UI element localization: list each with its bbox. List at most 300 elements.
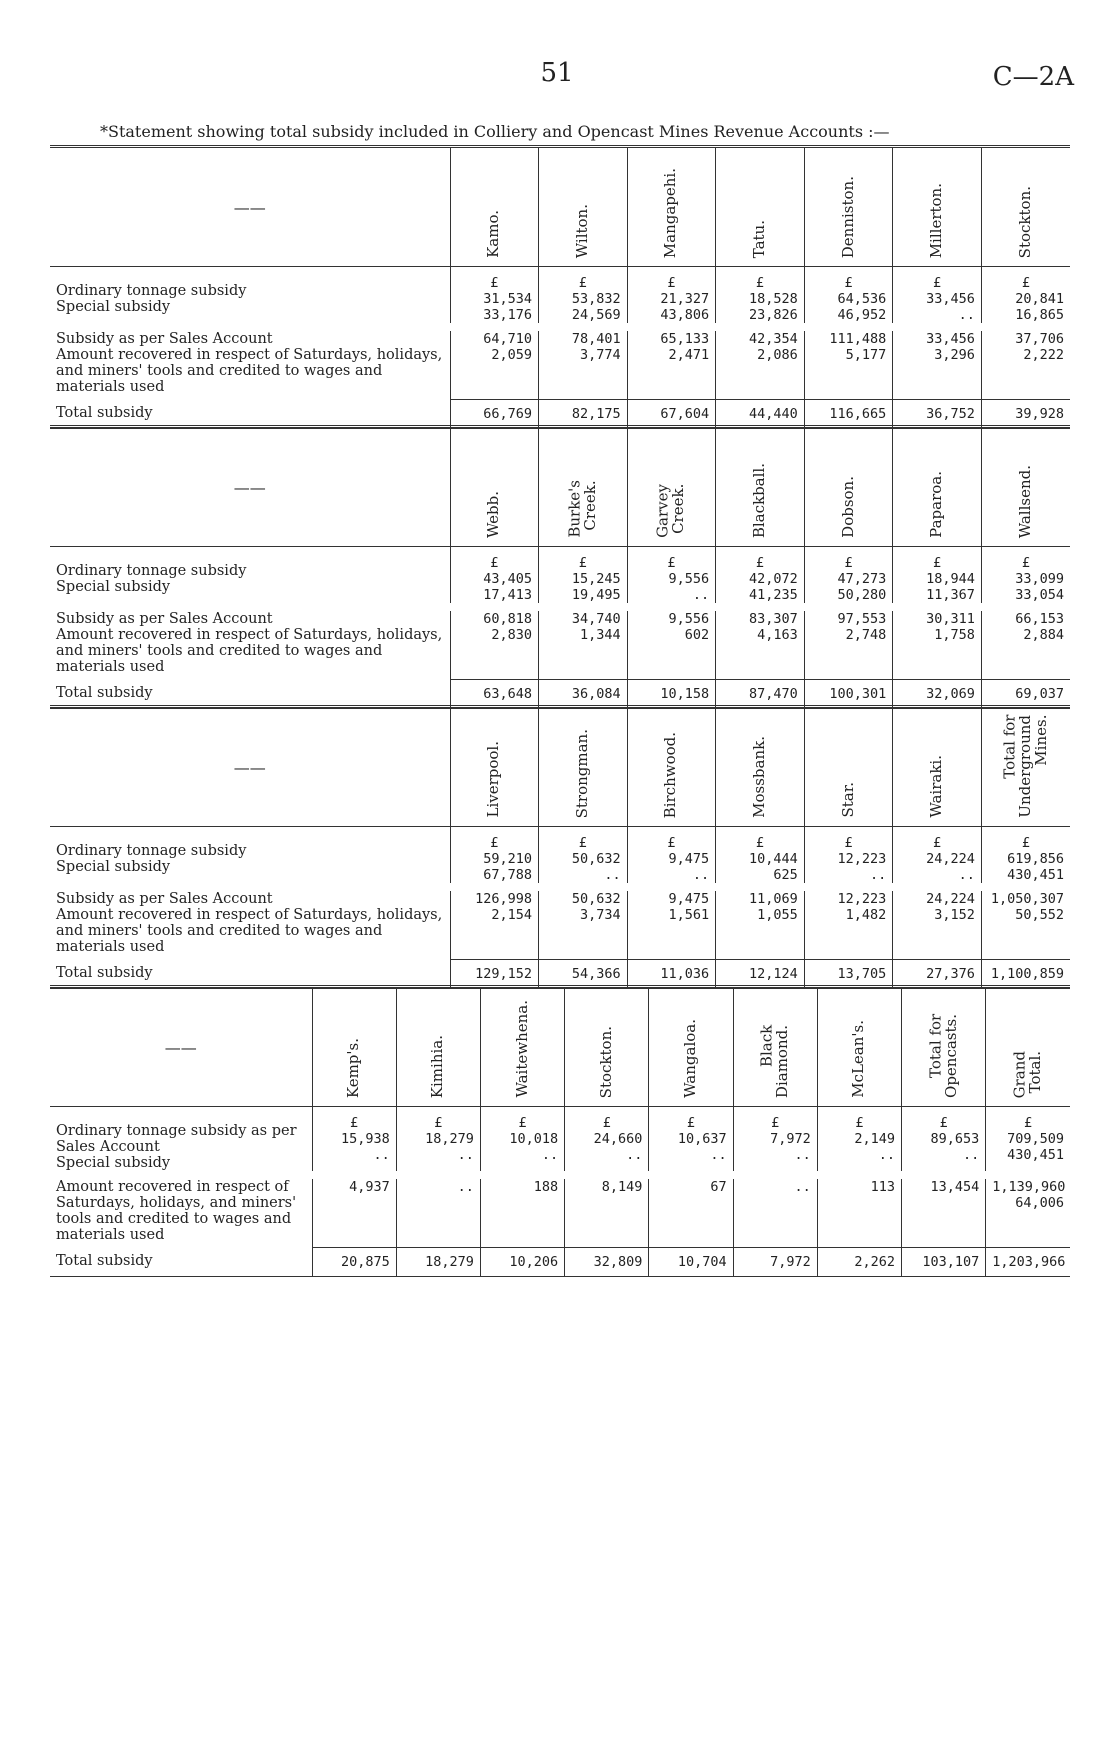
column-name: Paparoa. (927, 471, 946, 538)
special-value: 46,952 (837, 307, 887, 323)
data-cell (565, 1179, 649, 1247)
data-cell (804, 827, 893, 884)
total-value: 116,665 (804, 399, 893, 428)
special-value: 33,054 (1015, 587, 1064, 603)
data-cell (450, 611, 539, 679)
sales-value: 65,133 (660, 331, 710, 347)
data-cell (817, 1107, 901, 1172)
total-label-text: Total subsidy (56, 405, 153, 421)
total-value: 10,206 (480, 1247, 564, 1276)
ordinary-value: 24,660 (593, 1131, 643, 1147)
total-value: 18,279 (396, 1247, 480, 1276)
total-value: 39,928 (981, 399, 1070, 428)
currency-symbol: £ (490, 275, 499, 291)
stub-dash: —— (233, 477, 266, 497)
currency-symbol: £ (1021, 275, 1030, 291)
data-cell (981, 611, 1070, 679)
recovered-value: 67 (710, 1179, 727, 1195)
data-cell (539, 891, 628, 959)
data-cell (716, 891, 805, 959)
table-block-4 (50, 985, 1070, 1277)
row-labels (50, 267, 450, 324)
currency-symbol: £ (578, 275, 587, 291)
currency-symbol: £ (933, 555, 942, 571)
column-name: Tatu. (750, 219, 769, 258)
currency-symbol: £ (755, 835, 765, 851)
data-cell (902, 1179, 986, 1247)
currency-symbol: £ (844, 275, 853, 291)
currency-symbol: £ (933, 835, 942, 851)
spacer-row (50, 1171, 1070, 1179)
recovered-value: 2,884 (1023, 627, 1064, 643)
sales-value: 37,706 (1015, 331, 1064, 347)
stub-dash: —— (233, 197, 266, 217)
data-cell (539, 827, 628, 884)
special-value: .. (878, 1147, 896, 1163)
data-cell (716, 267, 805, 324)
data-cell (396, 1107, 480, 1172)
ordinary-label: Ordinary tonnage subsidy (56, 283, 247, 299)
currency-symbol: £ (855, 1115, 864, 1131)
stub-dash: —— (164, 1037, 197, 1057)
column-header (986, 987, 1070, 1107)
data-cell (627, 891, 716, 959)
data-cell (396, 1179, 480, 1247)
data-cell (716, 331, 805, 399)
row-labels (50, 827, 450, 884)
special-value: 625 (773, 867, 798, 883)
column-name: Webb. (484, 490, 503, 538)
data-cell (733, 1107, 817, 1172)
recovered-value: 2,830 (491, 627, 533, 643)
special-value: 17,413 (483, 587, 533, 603)
column-name: Kamo. (484, 210, 503, 258)
data-cell (649, 1179, 733, 1247)
data-cell (450, 891, 539, 959)
column-name: Wairaki. (927, 755, 946, 818)
row-total (50, 679, 1070, 708)
document-reference: C—2A (992, 62, 1074, 92)
recovered-value: 4,937 (349, 1179, 390, 1195)
column-name: Wallsend. (1016, 464, 1035, 538)
total-value: 7,972 (733, 1247, 817, 1276)
recovered-value: 188 (533, 1179, 559, 1195)
page-number: 51 (540, 58, 574, 88)
special-value: .. (794, 1147, 811, 1163)
column-header (804, 147, 893, 267)
data-cell (893, 611, 982, 679)
total-value: 2,262 (817, 1247, 901, 1276)
table-body (50, 1107, 1070, 1277)
recovered-value: 3,774 (579, 347, 621, 363)
column-name: Garvey Creek. (653, 484, 688, 538)
recovered-value: 2,154 (491, 907, 533, 923)
total-value: 13,705 (804, 959, 893, 988)
column-header (893, 147, 982, 267)
data-cell (450, 331, 539, 399)
statement-heading: *Statement showing total subsidy included in Colliery and Opencast Mines Revenue Accounts :— (100, 122, 890, 141)
row-sales-recovered (50, 331, 1070, 399)
ordinary-value: 53,832 (571, 291, 621, 307)
column-name: Dobson. (838, 476, 857, 538)
column-name: Burke's Creek. (565, 480, 599, 538)
sales-value: 64,710 (483, 331, 533, 347)
special-label: Special subsidy (56, 299, 171, 315)
ordinary-value: 33,099 (1015, 571, 1064, 587)
special-value: .. (604, 867, 621, 883)
total-value: 32,069 (893, 679, 982, 708)
sales-value: 42,354 (748, 331, 798, 347)
currency-symbol: £ (578, 555, 587, 571)
ordinary-value: 43,405 (483, 571, 533, 587)
ordinary-value: 21,327 (660, 291, 710, 307)
data-cell (981, 267, 1070, 324)
column-name: Waitewhena. (512, 1000, 531, 1098)
special-value: .. (870, 867, 887, 883)
data-cell (716, 611, 805, 679)
total-value: 67,604 (627, 399, 716, 428)
row-ordinary-special (50, 267, 1070, 324)
column-name: McLean's. (849, 1020, 868, 1098)
ordinary-value: 15,245 (571, 571, 621, 587)
total-label (50, 959, 450, 988)
column-header (804, 707, 893, 827)
row-labels (50, 331, 450, 399)
row-ordinary-special (50, 547, 1070, 604)
sales-value: 78,401 (571, 331, 621, 347)
currency-symbol: £ (434, 1115, 443, 1131)
row-total (50, 1247, 1070, 1276)
row-sales-recovered (50, 611, 1070, 679)
data-cell (981, 827, 1070, 884)
row-labels (50, 1179, 312, 1247)
data-cell (480, 1107, 564, 1172)
column-name: Wilton. (572, 203, 591, 258)
column-header (649, 987, 733, 1107)
ordinary-value: 18,944 (926, 571, 975, 587)
recovered-value: 1,482 (845, 907, 887, 923)
special-value: 50,280 (837, 587, 887, 603)
currency-symbol: £ (602, 1115, 611, 1131)
ordinary-value: 12,223 (837, 851, 887, 867)
column-header (981, 707, 1070, 827)
data-cell (893, 547, 982, 604)
total-label (50, 679, 450, 708)
total-value: 36,752 (893, 399, 982, 428)
column-header (539, 427, 628, 547)
data-cell (539, 611, 628, 679)
column-name: Stockton. (1016, 185, 1035, 258)
sales-value: 50,632 (571, 891, 621, 907)
sales-value: 9,475 (668, 891, 710, 907)
column-name: Kimihia. (428, 1034, 447, 1098)
data-cell (627, 267, 716, 324)
currency-symbol: £ (667, 275, 676, 291)
row-sales-recovered (50, 891, 1070, 959)
special-value: .. (373, 1147, 390, 1163)
column-header (312, 987, 396, 1107)
special-label: Special subsidy (56, 1155, 171, 1171)
ordinary-label: Ordinary tonnage subsidy (56, 843, 247, 859)
data-cell (733, 1179, 817, 1247)
table-block-3 (50, 705, 1070, 989)
sales-value: 60,818 (483, 611, 533, 627)
total-value: 10,158 (627, 679, 716, 708)
data-cell (565, 1107, 649, 1172)
special-value: 16,865 (1015, 307, 1064, 323)
data-cell (450, 827, 539, 884)
special-value: 430,451 (1007, 867, 1064, 883)
total-value: 66,769 (450, 399, 539, 428)
row-total (50, 399, 1070, 428)
currency-symbol: £ (490, 835, 499, 851)
currency-symbol: £ (771, 1115, 780, 1131)
recovered-value: 3,296 (934, 347, 975, 363)
recovered-value: .. (457, 1179, 474, 1195)
data-cell (627, 611, 716, 679)
recovered-value: 2,471 (668, 347, 710, 363)
row-labels (50, 547, 450, 604)
recovered-value: 1,758 (934, 627, 975, 643)
table-header (50, 987, 1070, 1107)
column-header (733, 987, 817, 1107)
data-cell (804, 331, 893, 399)
data-cell (627, 547, 716, 604)
total-value: 69,037 (981, 679, 1070, 708)
ordinary-value: 10,018 (509, 1131, 559, 1147)
special-value: 33,176 (483, 307, 533, 323)
ordinary-value: 619,856 (1007, 851, 1064, 867)
sales-value: 24,224 (926, 891, 975, 907)
recovered-value: 3,152 (934, 907, 975, 923)
data-cell (539, 331, 628, 399)
total-value: 12,124 (716, 959, 805, 988)
data-cell (893, 267, 982, 324)
sales-value: 30,311 (926, 611, 975, 627)
ordinary-value: 89,653 (930, 1131, 980, 1147)
data-cell (716, 547, 805, 604)
column-name: Strongman. (572, 728, 591, 818)
column-name: Black Diamond. (757, 1024, 792, 1098)
total-value: 11,036 (627, 959, 716, 988)
data-cell (804, 267, 893, 324)
currency-symbol: £ (667, 835, 676, 851)
spacer-cell (50, 603, 1070, 611)
sales-value: 11,069 (748, 891, 798, 907)
column-name: Wangaloa. (681, 1019, 700, 1098)
data-cell (981, 547, 1070, 604)
column-header (902, 987, 986, 1107)
ordinary-value: 18,279 (425, 1131, 474, 1147)
total-label-text: Total subsidy (56, 685, 153, 701)
column-header (450, 147, 539, 267)
column-header (981, 147, 1070, 267)
ordinary-value: 24,224 (926, 851, 975, 867)
data-cell (817, 1179, 901, 1247)
ordinary-value: 9,556 (668, 571, 710, 587)
ordinary-value: 10,444 (748, 851, 798, 867)
data-cell (893, 331, 982, 399)
total-value: 82,175 (539, 399, 628, 428)
special-value: .. (958, 307, 975, 323)
recovered-extra-value: 64,006 (1015, 1195, 1064, 1211)
recovered-label: Amount recovered in respect of Saturdays, holidays, and miners' tools and credited to wages and materials used (56, 907, 443, 955)
data-cell (627, 331, 716, 399)
row-sales-recovered (50, 1179, 1070, 1247)
special-value: 23,826 (748, 307, 798, 323)
column-name: Grand Total. (1010, 1050, 1045, 1098)
recovered-value: 1,139,960 (992, 1179, 1066, 1195)
recovered-value: 2,748 (845, 627, 887, 643)
total-value: 63,648 (450, 679, 539, 708)
row-ordinary-special (50, 1107, 1070, 1172)
column-header (565, 987, 649, 1107)
sales-value: 66,153 (1015, 611, 1064, 627)
sales-value: 12,223 (837, 891, 887, 907)
currency-symbol: £ (1024, 1115, 1033, 1131)
sales-value: 83,307 (748, 611, 798, 627)
sales-value: 97,553 (837, 611, 887, 627)
table-body (50, 827, 1070, 989)
ordinary-value: 64,536 (837, 291, 887, 307)
recovered-value: 13,454 (930, 1179, 980, 1195)
special-value: .. (962, 1147, 980, 1163)
recovered-value: 113 (870, 1179, 896, 1195)
recovered-value: 8,149 (601, 1179, 643, 1195)
recovered-value: 5,177 (845, 347, 887, 363)
table-header (50, 707, 1070, 827)
column-header (716, 707, 805, 827)
total-value: 129,152 (450, 959, 539, 988)
table-body (50, 547, 1070, 709)
recovered-value: 3,734 (579, 907, 621, 923)
special-value: 67,788 (483, 867, 533, 883)
currency-symbol: £ (1021, 835, 1030, 851)
column-header (804, 427, 893, 547)
recovered-value: 1,055 (757, 907, 798, 923)
ordinary-value: 9,475 (668, 851, 710, 867)
data-cell (893, 891, 982, 959)
data-cell (480, 1179, 564, 1247)
total-value: 1,100,859 (981, 959, 1070, 988)
special-value: .. (541, 1147, 559, 1163)
currency-symbol: £ (1021, 555, 1030, 571)
column-name: Kemp's. (344, 1037, 363, 1098)
ordinary-value: 2,149 (854, 1131, 896, 1147)
total-label-text: Total subsidy (56, 965, 153, 981)
data-cell (893, 827, 982, 884)
column-name: Total for Opencasts. (925, 1014, 960, 1098)
recovered-value: 2,059 (491, 347, 533, 363)
data-cell (312, 1179, 396, 1247)
special-value: 430,451 (1007, 1147, 1064, 1163)
total-value: 103,107 (902, 1247, 986, 1276)
special-value: .. (958, 867, 975, 883)
total-label (50, 399, 450, 428)
recovered-label: Amount recovered in respect of Saturdays, holidays, and miners' tools and credited to wages and materials used (56, 627, 443, 675)
subsidy-table (50, 425, 1070, 709)
sales-label: Subsidy as per Sales Account (56, 891, 273, 907)
sales-value: 9,556 (668, 611, 710, 627)
column-header (981, 427, 1070, 547)
total-value: 27,376 (893, 959, 982, 988)
total-value: 87,470 (716, 679, 805, 708)
column-name: Mossbank. (750, 736, 769, 818)
data-cell (450, 267, 539, 324)
column-name: Stockton. (596, 1025, 615, 1098)
special-value: .. (710, 1147, 727, 1163)
sales-label: Subsidy as per Sales Account (56, 611, 273, 627)
total-label-text: Total subsidy (56, 1253, 153, 1269)
total-value: 54,366 (539, 959, 628, 988)
header-row (50, 147, 1070, 267)
column-header (450, 707, 539, 827)
recovered-label: Amount recovered in respect of Saturdays, holidays, and miners' tools and credited to wages and materials used (56, 1179, 297, 1243)
currency-symbol: £ (686, 1115, 696, 1131)
currency-symbol: £ (844, 555, 853, 571)
ordinary-value: 7,972 (770, 1131, 811, 1147)
currency-symbol: £ (755, 275, 765, 291)
recovered-value: 1,561 (668, 907, 710, 923)
recovered-value: 2,086 (757, 347, 798, 363)
total-value: 36,084 (539, 679, 628, 708)
sales-label: Subsidy as per Sales Account (56, 331, 273, 347)
data-cell (649, 1107, 733, 1172)
column-name: Blackball. (750, 462, 769, 538)
table-body (50, 267, 1070, 429)
special-value: 24,569 (571, 307, 621, 323)
column-name: Denniston. (838, 175, 857, 258)
data-cell (986, 1107, 1070, 1172)
column-header (627, 707, 716, 827)
spacer-row (50, 323, 1070, 331)
column-header (893, 427, 982, 547)
currency-symbol: £ (844, 835, 853, 851)
column-name: Liverpool. (484, 741, 503, 818)
currency-symbol: £ (578, 835, 587, 851)
special-label: Special subsidy (56, 579, 171, 595)
data-cell (539, 547, 628, 604)
table-block-2 (50, 425, 1070, 709)
ordinary-value: 18,528 (748, 291, 798, 307)
column-name: Total for Underground Mines. (1000, 715, 1050, 818)
recovered-value: 1,344 (579, 627, 621, 643)
special-value: .. (692, 587, 710, 603)
spacer-row (50, 603, 1070, 611)
ordinary-value: 33,456 (926, 291, 975, 307)
column-header (539, 147, 628, 267)
currency-symbol: £ (490, 555, 499, 571)
recovered-value: 4,163 (757, 627, 798, 643)
ordinary-value: 42,072 (748, 571, 798, 587)
column-header (480, 987, 564, 1107)
data-cell (539, 267, 628, 324)
subsidy-table (50, 985, 1070, 1277)
special-value: 11,367 (926, 587, 975, 603)
ordinary-value: 20,841 (1015, 291, 1064, 307)
column-name: Millerton. (927, 182, 946, 258)
header-row (50, 427, 1070, 547)
table-header (50, 147, 1070, 267)
header-row (50, 987, 1070, 1107)
ordinary-value: 47,273 (837, 571, 887, 587)
subsidy-table (50, 705, 1070, 989)
ordinary-label: Ordinary tonnage subsidy as per Sales Account (56, 1123, 297, 1155)
currency-symbol: £ (933, 275, 942, 291)
sales-value: 34,740 (571, 611, 621, 627)
ordinary-value: 59,210 (483, 851, 533, 867)
column-header (539, 707, 628, 827)
